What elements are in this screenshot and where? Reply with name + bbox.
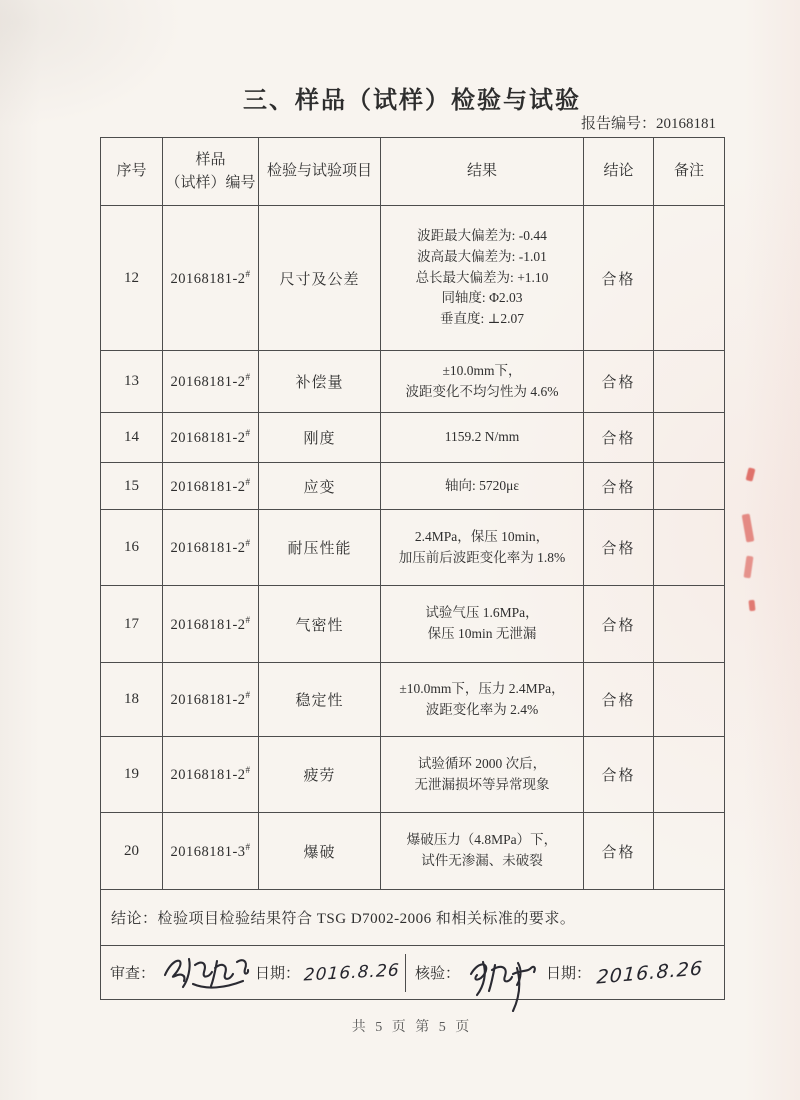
row-conclusion: 合格 xyxy=(584,586,654,663)
verify-date-handwritten: 2016.8.26 xyxy=(596,956,704,989)
sample-id-sup: # xyxy=(245,538,251,549)
verify-label: 核验： xyxy=(415,966,461,982)
row-no: 14 xyxy=(101,413,163,463)
row-conclusion: 合格 xyxy=(584,351,654,413)
table-row xyxy=(101,663,725,737)
row-remark xyxy=(654,813,725,890)
result-line: 加压前后波距变化率为 1.8% xyxy=(398,549,566,565)
test-result xyxy=(381,663,584,737)
page-title: 三、样品（试样）检验与试验 xyxy=(243,87,581,114)
test-result xyxy=(381,206,584,351)
row-no: 13 xyxy=(101,351,163,413)
row-no: 12 xyxy=(101,206,163,351)
sample-id xyxy=(163,413,259,463)
row-conclusion: 合格 xyxy=(584,206,654,351)
sample-id xyxy=(163,206,259,351)
row-conclusion: 合格 xyxy=(584,413,654,463)
result-line: 波距最大偏差为: -0.44 xyxy=(417,227,547,243)
signature-row xyxy=(101,946,725,1000)
test-result xyxy=(381,586,584,663)
row-no: 18 xyxy=(101,663,163,737)
red-ink-stain xyxy=(744,556,754,579)
table-row xyxy=(101,813,725,890)
result-line: 试验气压 1.6MPa， xyxy=(425,605,539,621)
test-result xyxy=(381,463,584,510)
sample-id xyxy=(163,351,259,413)
table-header-row xyxy=(101,138,725,206)
table-row xyxy=(101,586,725,663)
result-line: 垂直度: ⊥2.07 xyxy=(440,311,524,327)
result-line: 2.4MPa，保压 10min， xyxy=(414,528,550,544)
test-result xyxy=(381,813,584,890)
table-row xyxy=(101,737,725,813)
result-line: 试件无渗漏、未破裂 xyxy=(421,853,543,868)
test-item: 稳定性 xyxy=(259,663,381,737)
reviewer-signature xyxy=(159,950,251,992)
test-item: 应变 xyxy=(259,463,381,510)
sample-id-text: 20168181-2 xyxy=(170,429,246,446)
row-no: 16 xyxy=(101,510,163,586)
sample-id xyxy=(163,737,259,813)
review-date-label: 日期： xyxy=(255,966,301,982)
sample-id-text: 20168181-2 xyxy=(170,478,246,495)
result-line: ±10.0mm下， xyxy=(442,362,522,378)
conclusion-row xyxy=(101,890,725,946)
result-line: 轴向: 5720με xyxy=(444,477,520,493)
header-result: 结果 xyxy=(381,138,584,206)
review-date-handwritten: 2016.8.26 xyxy=(303,960,401,985)
row-conclusion: 合格 xyxy=(584,510,654,586)
row-conclusion: 合格 xyxy=(584,813,654,890)
row-conclusion: 合格 xyxy=(584,737,654,813)
table-row xyxy=(101,413,725,463)
header-sample-line1: 样品 xyxy=(195,152,226,168)
sample-id-sup: # xyxy=(245,690,251,701)
result-line: 保压 10min 无泄漏 xyxy=(427,626,537,641)
table-row xyxy=(101,206,725,351)
table-row xyxy=(101,510,725,586)
result-line: 1159.2 N/mm xyxy=(444,429,520,445)
conclusion-text: 结论：检验项目检验结果符合 TSG D7002-2006 和相关标准的要求。 xyxy=(101,890,725,946)
test-result xyxy=(381,351,584,413)
signature-cells xyxy=(101,946,725,1000)
report-number-line xyxy=(100,112,724,133)
sample-id xyxy=(163,663,259,737)
result-line: 波距变化不均匀性为 4.6% xyxy=(405,383,559,399)
report-number-value: 20168181 xyxy=(656,116,716,132)
test-item: 尺寸及公差 xyxy=(259,206,381,351)
header-no: 序号 xyxy=(101,138,163,206)
result-line: 无泄漏损坏等异常现象 xyxy=(414,776,550,792)
test-result xyxy=(381,737,584,813)
sample-id-sup: # xyxy=(245,614,251,625)
inspection-table xyxy=(100,137,725,1000)
result-line: ±10.0mm下，压力 2.4MPa， xyxy=(399,680,565,696)
sample-id xyxy=(163,510,259,586)
row-remark xyxy=(654,586,725,663)
result-line: 总长最大偏差为: +1.10 xyxy=(415,269,549,285)
sample-id-sup: # xyxy=(245,428,251,439)
row-remark xyxy=(654,737,725,813)
row-remark xyxy=(654,510,725,586)
report-number-label: 报告编号： xyxy=(580,116,656,132)
test-item: 刚度 xyxy=(259,413,381,463)
sample-id-text: 20168181-2 xyxy=(170,616,246,633)
red-ink-stain xyxy=(742,514,755,543)
sample-id-sup: # xyxy=(245,268,251,279)
header-item: 检验与试验项目 xyxy=(259,138,381,206)
row-remark xyxy=(654,351,725,413)
test-item: 疲劳 xyxy=(259,737,381,813)
test-result xyxy=(381,413,584,463)
test-item: 耐压性能 xyxy=(259,510,381,586)
row-no: 15 xyxy=(101,463,163,510)
test-item: 补偿量 xyxy=(259,351,381,413)
sample-id-text: 20168181-2 xyxy=(170,373,246,390)
test-result xyxy=(381,510,584,586)
result-line: 试验循环 2000 次后， xyxy=(417,755,547,771)
sample-id-sup: # xyxy=(245,476,251,487)
verifier-signature xyxy=(464,954,542,1012)
sample-id-text: 20168181-2 xyxy=(170,766,246,783)
row-remark xyxy=(654,413,725,463)
sample-id-text: 20168181-2 xyxy=(170,539,246,556)
result-line: 波高最大偏差为: -1.01 xyxy=(417,248,547,264)
red-ink-stain xyxy=(746,467,756,481)
header-sample xyxy=(163,138,259,206)
sample-id-text: 20168181-2 xyxy=(170,270,246,287)
header-sample-line2: （试样）编号 xyxy=(165,174,256,191)
result-line: 波距变化率为 2.4% xyxy=(425,701,539,717)
sample-id-sup: # xyxy=(245,841,251,852)
test-item: 爆破 xyxy=(259,813,381,890)
sample-id xyxy=(163,463,259,510)
row-no: 17 xyxy=(101,586,163,663)
row-conclusion: 合格 xyxy=(584,663,654,737)
sample-id-text: 20168181-2 xyxy=(170,691,246,708)
result-line: 爆破压力（4.8MPa）下， xyxy=(406,832,558,848)
result-line: 同轴度: Φ2.03 xyxy=(441,290,523,306)
sample-id xyxy=(163,586,259,663)
row-remark xyxy=(654,663,725,737)
verify-date-label: 日期： xyxy=(546,966,592,982)
header-conclusion: 结论 xyxy=(584,138,654,206)
sample-id-sup: # xyxy=(245,765,251,776)
row-no: 20 xyxy=(101,813,163,890)
sample-id-text: 20168181-3 xyxy=(170,843,246,860)
row-remark xyxy=(654,206,725,351)
test-item: 气密性 xyxy=(259,586,381,663)
sample-id xyxy=(163,813,259,890)
page-footer: 共 5 页 第 5 页 xyxy=(351,1020,473,1035)
table-row xyxy=(101,351,725,413)
row-no: 19 xyxy=(101,737,163,813)
red-ink-stain xyxy=(748,600,755,612)
sample-id-sup: # xyxy=(245,372,251,383)
table-row xyxy=(101,463,725,510)
row-conclusion: 合格 xyxy=(584,463,654,510)
review-label: 审查： xyxy=(110,966,156,982)
header-remark: 备注 xyxy=(654,138,725,206)
row-remark xyxy=(654,463,725,510)
